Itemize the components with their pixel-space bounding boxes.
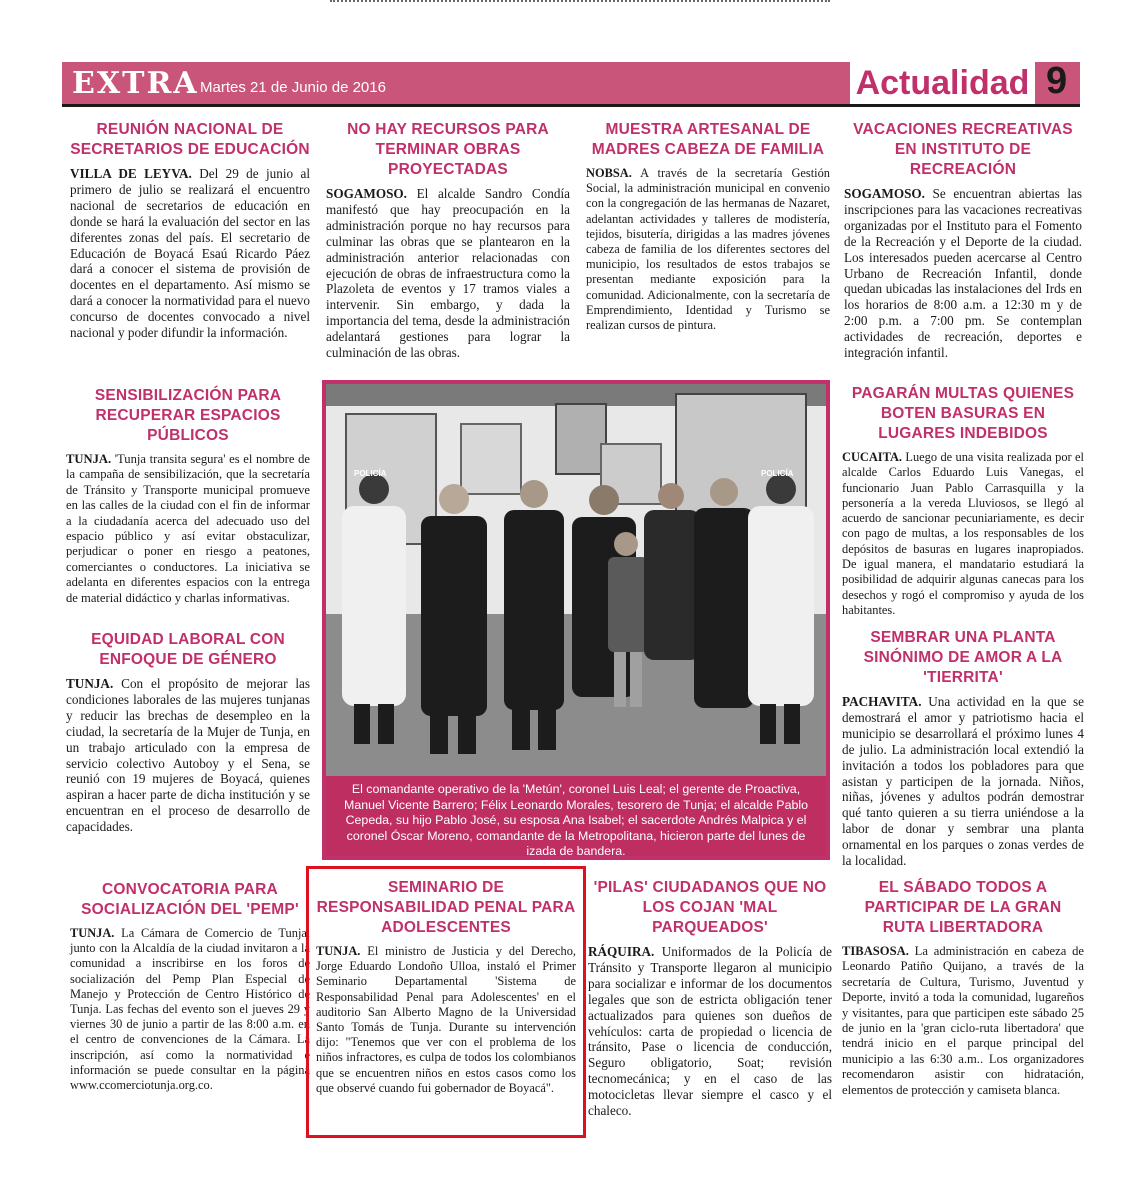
article-recursos (326, 120, 570, 361)
article-vacaciones (844, 120, 1082, 361)
article-dateline: TIBASOSA. (842, 944, 909, 958)
article-sensibilizacion (66, 386, 310, 606)
article-headline: EL SÁBADO TODOS A PARTICIPAR DE LA GRAN RUTA LIBERTADORA (864, 879, 1062, 936)
article-headline: CONVOCATORIA PARA SOCIALIZACIÓN DEL 'PEMP' (81, 881, 299, 918)
article-headline: REUNIÓN NACIONAL DE SECRETARIOS DE EDUCACIÓN (70, 121, 310, 158)
article-body (842, 694, 1084, 869)
article-body (842, 450, 1084, 618)
article-headline: 'PILAS' CIUDADANOS QUE NO LOS COJAN 'MAL PARQUEADOS' (593, 879, 827, 936)
article-multas (842, 384, 1084, 618)
article-reunion (70, 120, 310, 341)
article-body (326, 186, 570, 361)
article-text: Uniformados de la Policía de Tránsito y Transporte llegaron al municipio para socializar e informar de los documentos legales que son de estricta obligación tener actualizados para quienes son dueños de vehículos: carta de propiedad o licencia de tránsito, Pase o licencia de conducción, Seguro obligatorio, Soat; revisión tecnomecánica; y en el caso de las motocicletas llevar siempre el casco y el chaleco. (588, 944, 832, 1119)
article-body (842, 944, 1084, 1098)
section-title: Actualidad (850, 62, 1035, 104)
article-text: La administración en cabeza de Leonardo Patiño Quijano, a través de la secretaría de Cultura, Turismo, Juventud y Deporte, invitó a toda la comunidad, lugareños y visitantes, para que participen este sábado 25 de junio en la 'gran ciclo-ruta libertadora' que tendrá inicio en el parque principal del municipio a las 6:30 a.m.. Los organizadores recomendaron asistir con hidratación, elementos de protección y camiseta blanca. (842, 944, 1084, 1097)
photo-frame (322, 380, 830, 860)
article-body (66, 676, 310, 835)
article-body (70, 926, 310, 1093)
article-text: El ministro de Justicia y del Derecho, Jorge Eduardo Londoño Ulloa, instaló el Primer Seminario Departamental 'Sistema de Responsabilidad Penal para Adolescentes' en el auditorio San Alberto Magno de la Universidad Santo Tomás de Tunja. Durante su intervención dijo: "Tenemos que ver con el problema de los niños infractores, es culpa de todos los colombianos que se encuentren niños en estos casos como los que observé cuando fui gobernador de Boyacá". (316, 944, 576, 1095)
article-convocatoria (70, 880, 310, 1093)
brand-logo: EXTRA (72, 66, 199, 101)
article-headline: EQUIDAD LABORAL CON ENFOQUE DE GÉNERO (91, 631, 285, 668)
article-dateline: TUNJA. (66, 452, 112, 466)
article-headline: MUESTRA ARTESANAL DE MADRES CABEZA DE FAMILIA (591, 121, 825, 158)
article-headline: VACACIONES RECREATIVAS EN INSTITUTO DE RECREACIÓN (853, 121, 1073, 178)
article-headline: SEMINARIO DE RESPONSABILIDAD PENAL PARA ADOLESCENTES (316, 879, 576, 936)
article-dateline: CUCAITA. (842, 450, 903, 464)
police-cap-label: POLICÍA (761, 469, 794, 478)
police-cap-label: POLICÍA (354, 469, 387, 478)
photo-caption: El comandante operativo de la 'Metún', coronel Luis Leal; el gerente de Proactiva, Manuel Vicente Barrero; Félix Leonardo Morales, tesorero de Tunja; el alcalde Pablo Cepeda, su hijo Pablo José, su esposa Ana Isabel; el sacerdote Andrés Malpica y el coronel Óscar Moreno, comandante de la Metropolitana, hicieron parte del lunes de izada de bandera. (326, 776, 826, 856)
article-text: Del 29 de junio al primero de julio se realizará el encuentro nacional de secretarios de educación en donde se hará la evaluación del sector en las diferentes zonas del país. El secretario de Educación de Boyacá Esaú Ricardo Páez dará a conocer el sistema de provisión de docentes en el departamento. Así mismo se dará a conocer la normatividad para el nuevo concurso de docentes convocado a nivel nacional y poder difundir la información. (70, 166, 310, 341)
article-dateline: NOBSA. (586, 166, 632, 180)
group-photo (326, 384, 826, 776)
article-dateline: VILLA DE LEYVA. (70, 166, 192, 181)
article-body (70, 166, 310, 341)
article-body (316, 944, 576, 1096)
article-text: Luego de una visita realizada por el alcalde Carlos Eduardo Luis Vanegas, el funcionario Juan Pablo Carrasquilla y la personería a la vereda Lluviosos, se llegó al acuerdo de sancionar pecuniariamente, es decir con pago de multas, a los responsables de los depósitos de basuras en lugares inapropiados. De igual manera, el mandatario estudiará la posibilidad de adquirir algunas canecas para los desechos y rogó el compromiso y ayuda de los habitantes. (842, 450, 1084, 617)
article-sabado (842, 878, 1084, 1098)
article-pilas (588, 878, 832, 1119)
article-dateline: TUNJA. (316, 944, 361, 958)
top-print-edge (330, 0, 830, 6)
article-text: La Cámara de Comercio de Tunja, junto con la Alcaldía de la ciudad invitaron a la comunidad a inscribirse en los foros de socialización del Pemp Plan Especial de Manejo y Protección de Centro Histórico de Tunja. Las fechas del evento son el jueves 29 y viernes 30 de junio a partir de las 8:00 a.m. en el centro de convenciones de la Cámara. La inscripción, así como la normatividad e información se puede consultar en la página www.ccomerciotunja.org.co. (70, 926, 310, 1093)
article-text: 'Tunja transita segura' es el nombre de la campaña de sensibilización, que la secretaría de Tránsito y Transporte municipal promueve en las calles de la ciudad con el fin de informar a la ciudadanía acerca del adecuado uso del espacio público y así evitar obstaculizar, perjudicar o poner en riesgo a peatones, comerciantes o conductores. La iniciativa se adelanta en diferentes espacios con la entrega de material didáctico y charlas informativas. (66, 452, 310, 605)
article-dateline: SOGAMOSO. (844, 186, 925, 201)
article-dateline: TUNJA. (70, 926, 115, 940)
article-body (66, 452, 310, 606)
header-rule (62, 104, 1080, 107)
article-equidad (66, 630, 310, 835)
article-text: Se encuentran abiertas las inscripciones para las vacaciones recreativas organizadas por el Instituto para el Fomento de la Recreación y el Deporte de la ciudad. Los interesados pueden acercarse al Centro Urbano de Recreación Infantil, donde quedan ubicadas las instalaciones del Irds en los horarios de 8:00 a.m. a 12:30 m y de 2:00 p.m. a 7:00 pm. Se contemplan actividades de recreación, deportes e integración infantil. (844, 186, 1082, 361)
article-text: Una actividad en la que se demostrará el amor y patriotismo hacia el municipio se desarrollará el próximo lunes 4 de julio. La administración local extendió la invitación a todos los pobladores para que asistan y participen de la jornada. Niños, niñas, jóvenes y adultos podrán demostrar qué tanto quieren a su tierra uniéndose a la labor de donar y sembrar una planta ornamental en los parques o zonas verdes de la localidad. (842, 694, 1084, 869)
article-headline: PAGARÁN MULTAS QUIENES BOTEN BASURAS EN LUGARES INDEBIDOS (851, 385, 1075, 442)
article-seminario (316, 878, 576, 1096)
issue-date: Martes 21 de Junio de 2016 (200, 79, 386, 96)
article-body (844, 186, 1082, 361)
article-text: A través de la secretaría Gestión Social, la administración municipal en convenio con la congregación de las hermanas de Nazaret, adelantan actividades y talleres de modistería, tejidos, bisutería, dirigidas a las madres jóvenes cabeza de familia de los diferentes sectores del municipio, los resultados de estos trabajos se presentan mediante exposición para la comunidad. Adicionalmente, con la secretaría de Emprendimiento, Identidad y Turismo se realizan cursos de pintura. (586, 166, 830, 333)
article-body (586, 166, 830, 333)
article-headline: SEMBRAR UNA PLANTA SINÓNIMO DE AMOR A LA 'TIERRITA' (863, 629, 1063, 686)
article-body (588, 944, 832, 1119)
article-planta (842, 628, 1084, 869)
article-text: Con el propósito de mejorar las condiciones laborales de las mujeres tunjanas y reducir las brechas de desempleo en la ciudad, la secretaría de la Mujer de Tunja, en un trabajo articulado con la empresa de servicio colectivo Autoboy y el Sena, se reunió con 19 mujeres de Boyacá, quienes aspiran a hacer parte de dicha institución y se encuentran en el proceso de desarrollo de capacidades. (66, 676, 310, 835)
article-headline: SENSIBILIZACIÓN PARA RECUPERAR ESPACIOS PÚBLICOS (94, 387, 282, 444)
article-muestra (586, 120, 830, 333)
page-number: 9 (1046, 60, 1068, 102)
article-text: El alcalde Sandro Condía manifestó que hay preocupación en la administración porque no hay recursos para culminar las obras que se plantearon en la administración anterior relacionadas con ejecución de obras de infraestructura como la Plazoleta de eventos y 17 tramos viales a intervenir. Sin embargo, y dada la importancia del tema, desde la administración adelantará gestiones para lograr la culminación de las obras. (326, 186, 570, 361)
article-dateline: RÁQUIRA. (588, 944, 655, 959)
article-dateline: TUNJA. (66, 676, 114, 691)
article-headline: NO HAY RECURSOS PARA TERMINAR OBRAS PROYECTADAS (347, 121, 549, 178)
article-dateline: PACHAVITA. (842, 694, 922, 709)
article-dateline: SOGAMOSO. (326, 186, 407, 201)
